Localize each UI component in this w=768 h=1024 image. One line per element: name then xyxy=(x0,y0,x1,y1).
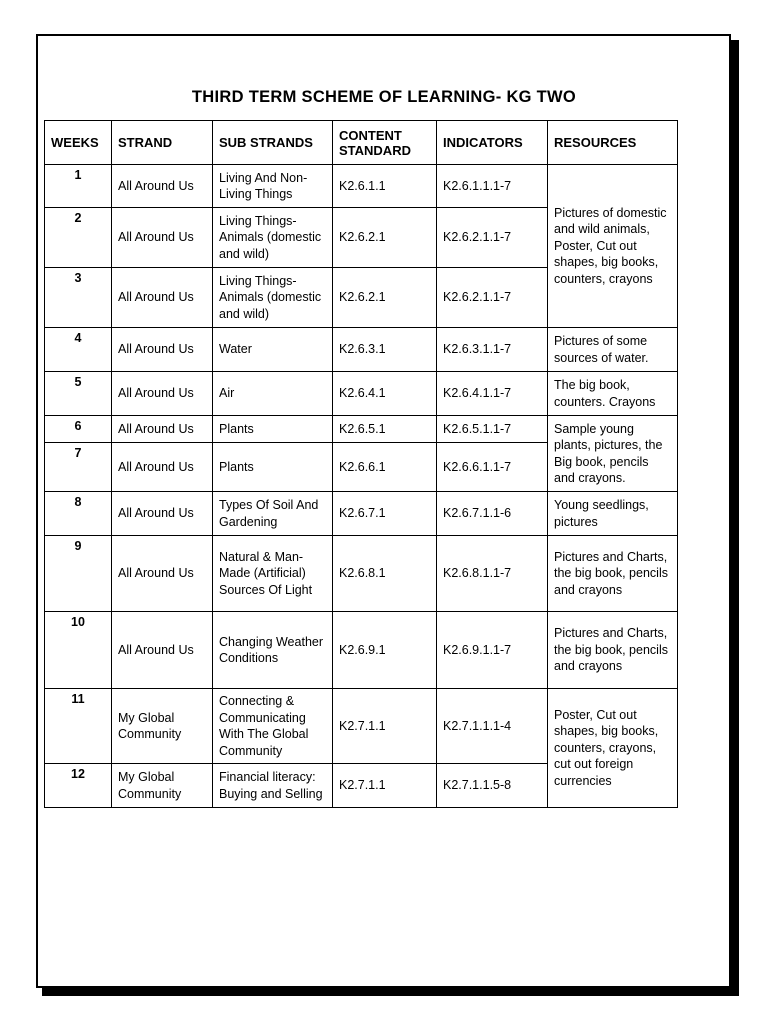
table-row xyxy=(45,165,678,208)
header-strand: STRAND xyxy=(112,121,213,165)
content-standard-cell: K2.6.9.1 xyxy=(333,612,437,689)
content-standard-cell: K2.6.6.1 xyxy=(333,443,437,492)
sub-strand-cell: Plants xyxy=(213,416,333,443)
week-cell: 9 xyxy=(45,536,112,612)
indicators-cell: K2.7.1.1.5-8 xyxy=(437,764,548,808)
table-row xyxy=(45,372,678,416)
document-title: THIRD TERM SCHEME OF LEARNING- KG TWO xyxy=(191,88,577,106)
indicators-cell: K2.6.3.1.1-7 xyxy=(437,328,548,372)
indicators-cell: K2.6.9.1.1-7 xyxy=(437,612,548,689)
sub-strand-cell: Plants xyxy=(213,443,333,492)
resources-cell: Pictures and Charts, the big book, pencils and crayons xyxy=(548,536,678,612)
content-standard-cell: K2.6.8.1 xyxy=(333,536,437,612)
content-standard-cell: K2.7.1.1 xyxy=(333,689,437,764)
sub-strand-cell: Living Things- Animals (domestic and wild) xyxy=(213,208,333,268)
sub-strand-cell: Water xyxy=(213,328,333,372)
header-weeks: WEEKS xyxy=(45,121,112,165)
resources-cell: Pictures and Charts, the big book, pencils and crayons xyxy=(548,612,678,689)
strand-cell: All Around Us xyxy=(112,372,213,416)
header-row xyxy=(45,121,678,165)
table-row xyxy=(45,492,678,536)
strand-cell: All Around Us xyxy=(112,165,213,208)
week-cell: 10 xyxy=(45,612,112,689)
strand-cell: All Around Us xyxy=(112,268,213,328)
table-row xyxy=(45,416,678,443)
header-content-standard: CONTENT STANDARD xyxy=(333,121,437,165)
scheme-table xyxy=(44,120,678,808)
header-sub-strands: SUB STRANDS xyxy=(213,121,333,165)
content-standard-cell: K2.6.2.1 xyxy=(333,208,437,268)
resources-cell: Young seedlings, pictures xyxy=(548,492,678,536)
table-row xyxy=(45,328,678,372)
table-row xyxy=(45,612,678,689)
indicators-cell: K2.6.1.1.1-7 xyxy=(437,165,548,208)
indicators-cell: K2.7.1.1.1-4 xyxy=(437,689,548,764)
indicators-cell: K2.6.4.1.1-7 xyxy=(437,372,548,416)
week-cell: 4 xyxy=(45,328,112,372)
sub-strand-cell: Changing Weather Conditions xyxy=(213,612,333,689)
strand-cell: All Around Us xyxy=(112,612,213,689)
resources-cell: Sample young plants, pictures, the Big book, pencils and crayons. xyxy=(548,416,678,492)
indicators-cell: K2.6.7.1.1-6 xyxy=(437,492,548,536)
strand-cell: My Global Community xyxy=(112,764,213,808)
sub-strand-cell: Financial literacy: Buying and Selling xyxy=(213,764,333,808)
content-standard-cell: K2.7.1.1 xyxy=(333,764,437,808)
week-cell: 3 xyxy=(45,268,112,328)
strand-cell: All Around Us xyxy=(112,443,213,492)
content-standard-cell: K2.6.7.1 xyxy=(333,492,437,536)
header-resources: RESOURCES xyxy=(548,121,678,165)
week-cell: 1 xyxy=(45,165,112,208)
strand-cell: All Around Us xyxy=(112,536,213,612)
content-standard-cell: K2.6.5.1 xyxy=(333,416,437,443)
header-indicators: INDICATORS xyxy=(437,121,548,165)
strand-cell: All Around Us xyxy=(112,208,213,268)
indicators-cell: K2.6.2.1.1-7 xyxy=(437,208,548,268)
strand-cell: All Around Us xyxy=(112,328,213,372)
week-cell: 8 xyxy=(45,492,112,536)
indicators-cell: K2.6.2.1.1-7 xyxy=(437,268,548,328)
content-standard-cell: K2.6.2.1 xyxy=(333,268,437,328)
week-cell: 7 xyxy=(45,443,112,492)
week-cell: 2 xyxy=(45,208,112,268)
content-standard-cell: K2.6.4.1 xyxy=(333,372,437,416)
week-cell: 6 xyxy=(45,416,112,443)
resources-cell: Poster, Cut out shapes, big books, counters, crayons, cut out foreign currencies xyxy=(548,689,678,808)
resources-cell: Pictures of some sources of water. xyxy=(548,328,678,372)
sub-strand-cell: Air xyxy=(213,372,333,416)
resources-cell: Pictures of domestic and wild animals, Poster, Cut out shapes, big books, counters, crayons xyxy=(548,165,678,328)
resources-cell: The big book, counters. Crayons xyxy=(548,372,678,416)
strand-cell: All Around Us xyxy=(112,416,213,443)
week-cell: 12 xyxy=(45,764,112,808)
sub-strand-cell: Types Of Soil And Gardening xyxy=(213,492,333,536)
sub-strand-cell: Natural & Man-Made (Artificial) Sources Of Light xyxy=(213,536,333,612)
week-cell: 11 xyxy=(45,689,112,764)
content-standard-cell: K2.6.1.1 xyxy=(333,165,437,208)
indicators-cell: K2.6.6.1.1-7 xyxy=(437,443,548,492)
strand-cell: My Global Community xyxy=(112,689,213,764)
sub-strand-cell: Connecting & Communicating With The Global Community xyxy=(213,689,333,764)
sub-strand-cell: Living Things- Animals (domestic and wild) xyxy=(213,268,333,328)
indicators-cell: K2.6.5.1.1-7 xyxy=(437,416,548,443)
week-cell: 5 xyxy=(45,372,112,416)
content-standard-cell: K2.6.3.1 xyxy=(333,328,437,372)
table-row xyxy=(45,689,678,764)
indicators-cell: K2.6.8.1.1-7 xyxy=(437,536,548,612)
sub-strand-cell: Living And Non-Living Things xyxy=(213,165,333,208)
table-row xyxy=(45,536,678,612)
strand-cell: All Around Us xyxy=(112,492,213,536)
